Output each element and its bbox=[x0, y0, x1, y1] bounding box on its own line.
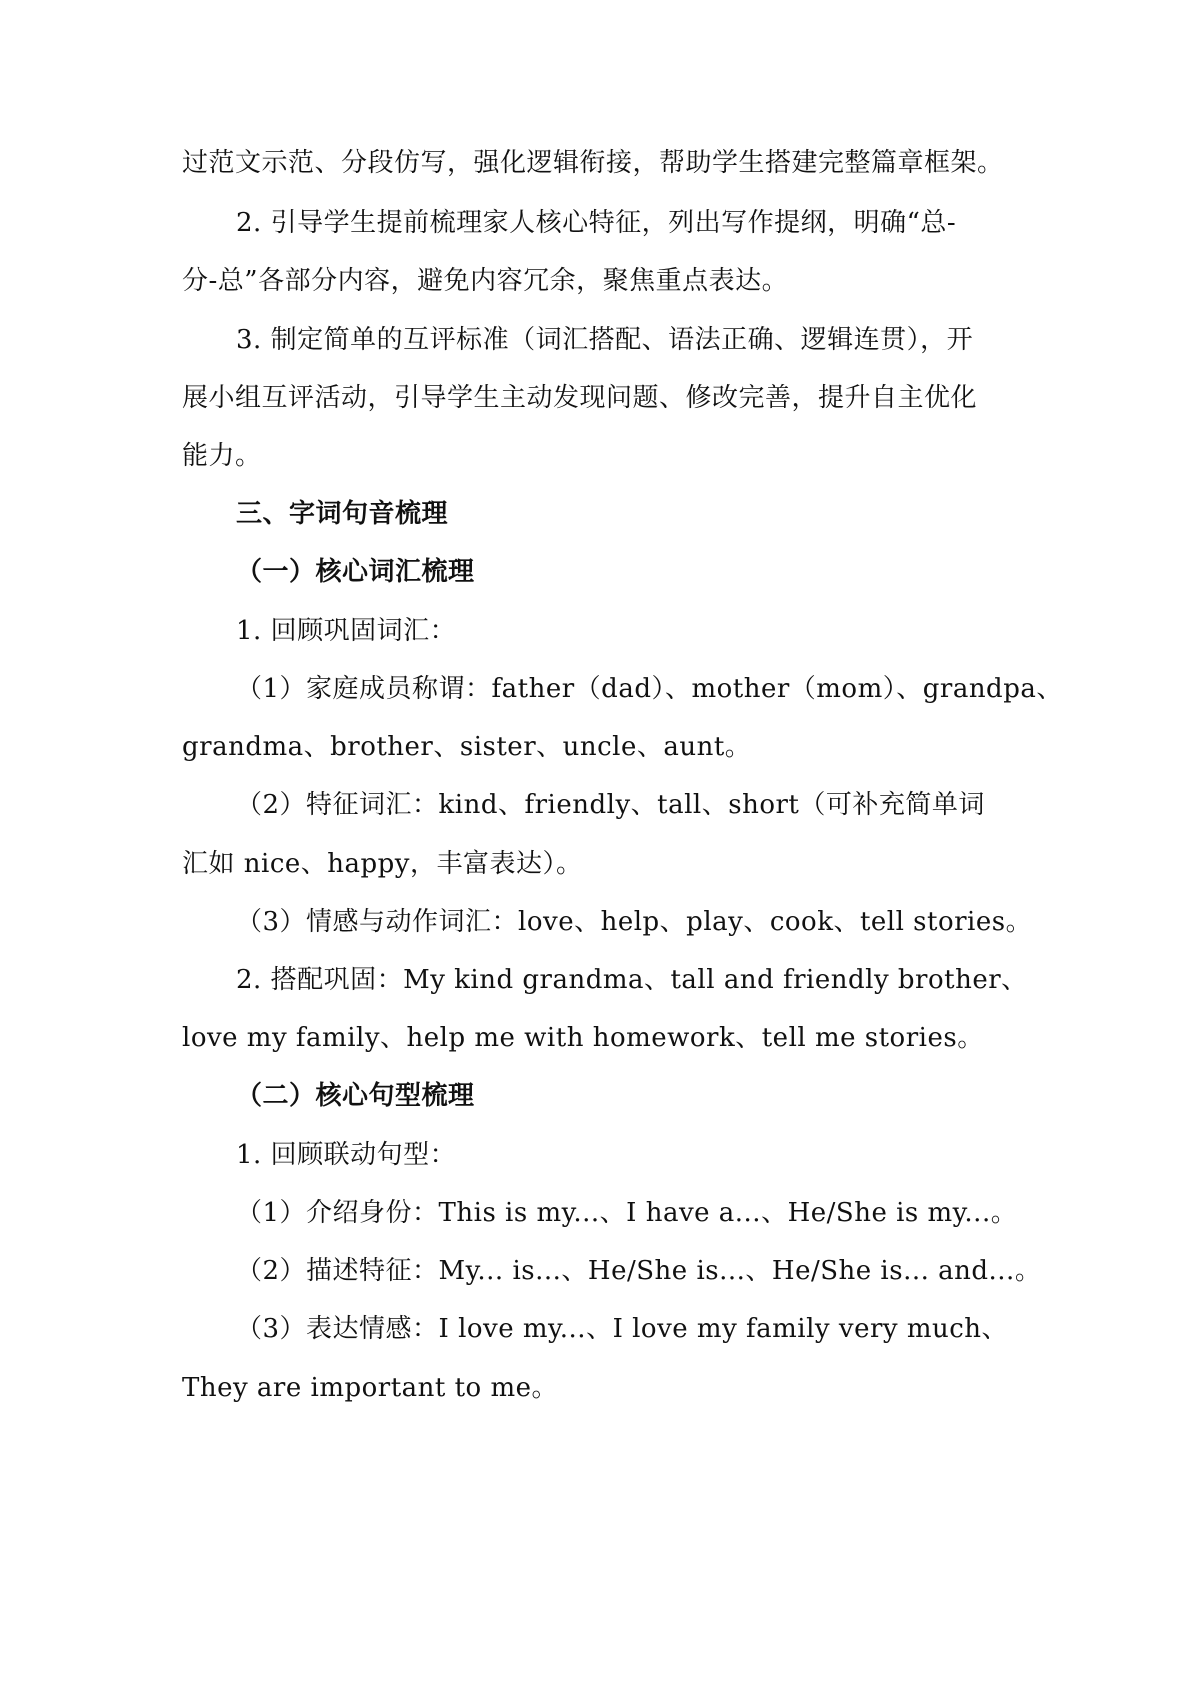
list-item-2: 2. 引导学生提前梳理家人核心特征，列出写作提纲，明确“总- bbox=[236, 208, 957, 238]
paragraph-line: grandma、brother、sister、uncle、aunt。 bbox=[182, 732, 752, 762]
subsection-heading: （一）核心词汇梳理 bbox=[236, 557, 475, 587]
paragraph-line: 分-总”各部分内容，避免内容冗余，聚焦重点表达。 bbox=[182, 266, 789, 296]
paragraph-line: 展小组互评活动，引导学生主动发现问题、修改完善，提升自主优化 bbox=[182, 383, 978, 413]
list-item-1: 1. 回顾联动句型： bbox=[236, 1140, 457, 1170]
list-item-1: 1. 回顾巩固词汇： bbox=[236, 616, 457, 646]
sub-list-item-1: （1）家庭成员称谓：father（dad）、mother（mom）、grandpa、 bbox=[236, 674, 1063, 704]
subsection-heading: （二）核心句型梳理 bbox=[236, 1081, 475, 1111]
paragraph-line: love my family、help me with homework、tell me stories。 bbox=[182, 1023, 984, 1053]
section-heading: 三、字词句音梳理 bbox=[236, 499, 449, 529]
list-item-2: 2. 搭配巩固：My kind grandma、tall and friendly brother、 bbox=[236, 965, 1028, 995]
paragraph-line: 过范文示范、分段仿写，强化逻辑衔接，帮助学生搭建完整篇章框架。 bbox=[182, 148, 1004, 178]
paragraph-line: 汇如 nice、happy，丰富表达）。 bbox=[182, 849, 583, 879]
list-item-3: 3. 制定简单的互评标准（词汇搭配、语法正确、逻辑连贯），开 bbox=[236, 325, 974, 355]
sub-list-item-3: （3）表达情感：I love my...、I love my family very much、 bbox=[236, 1314, 1009, 1344]
sub-list-item-2: （2）特征词汇：kind、friendly、tall、short（可补充简单词 bbox=[236, 790, 985, 820]
sub-list-item-2: （2）描述特征：My... is...、He/She is...、He/She is... and...。 bbox=[236, 1256, 1042, 1286]
paragraph-line: They are important to me。 bbox=[182, 1373, 559, 1403]
sub-list-item-3: （3）情感与动作词汇：love、help、play、cook、tell stories。 bbox=[236, 907, 1033, 937]
sub-list-item-1: （1）介绍身份：This is my...、I have a...、He/She is my...。 bbox=[236, 1198, 1018, 1228]
paragraph-line: 能力。 bbox=[182, 441, 262, 471]
